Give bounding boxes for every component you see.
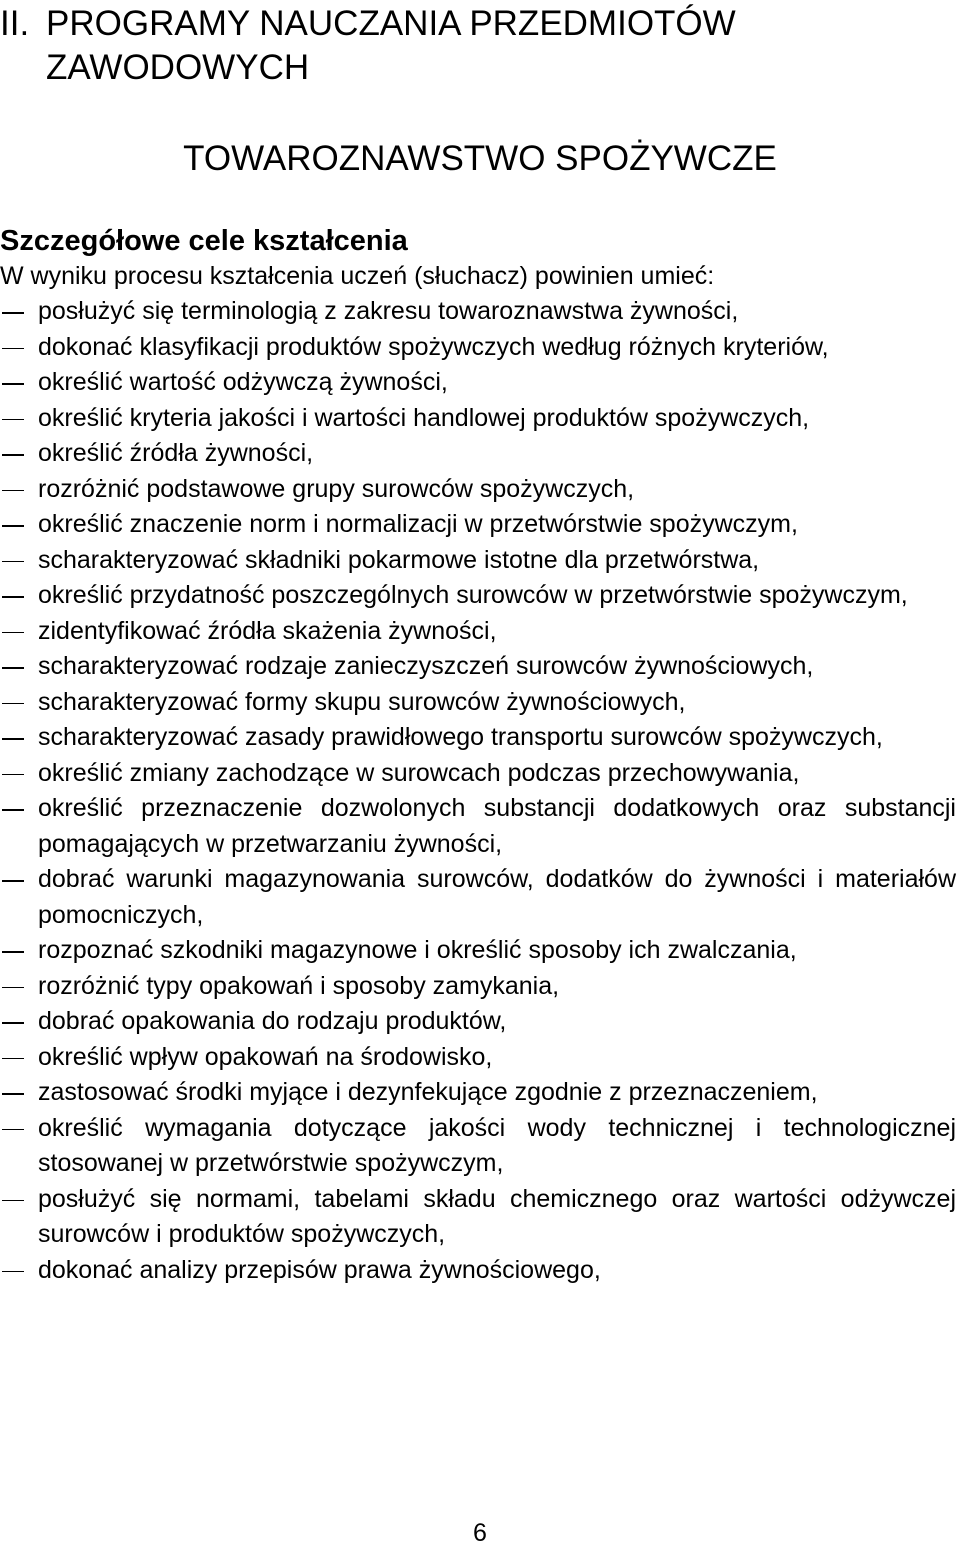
list-item-text: określić wymagania dotyczące jakości wody technicznej i technologicznej stosowanej w przetwórstwie spożywczym, bbox=[38, 1113, 956, 1177]
dash-bullet-icon bbox=[0, 791, 38, 827]
goals-list bbox=[0, 294, 956, 1288]
dash-bullet-icon bbox=[0, 649, 38, 685]
list-item-text: określić przydatność poszczególnych surowców w przetwórstwie spożywczym, bbox=[38, 581, 908, 609]
list-item bbox=[0, 543, 956, 579]
list-item bbox=[0, 1004, 956, 1040]
list-item-text: określić przeznaczenie dozwolonych substancji dodatkowych oraz substancji pomagających w przetwarzaniu żywności, bbox=[38, 794, 956, 858]
list-item-text: posłużyć się terminologią z zakresu towaroznawstwa żywności, bbox=[38, 297, 739, 325]
dash-bullet-icon bbox=[0, 330, 38, 366]
section-heading: Szczegółowe cele kształcenia bbox=[0, 225, 408, 257]
dash-bullet-icon bbox=[0, 862, 38, 898]
dash-bullet-icon bbox=[0, 578, 38, 614]
list-item bbox=[0, 969, 956, 1005]
dash-bullet-icon bbox=[0, 294, 38, 330]
list-item-text: rozróżnić typy opakowań i sposoby zamykania, bbox=[38, 971, 560, 1000]
dash-bullet-icon bbox=[0, 1075, 38, 1111]
list-item bbox=[0, 1075, 956, 1111]
list-item bbox=[0, 507, 956, 543]
list-item bbox=[0, 578, 956, 614]
page-number: 6 bbox=[473, 1519, 487, 1547]
dash-bullet-icon bbox=[0, 1182, 38, 1218]
dash-bullet-icon bbox=[0, 1040, 38, 1076]
subject-title: TOWAROZNAWSTWO SPOŻYWCZE bbox=[183, 139, 777, 178]
dash-bullet-icon bbox=[0, 543, 38, 579]
list-item-text: scharakteryzować składniki pokarmowe istotne dla przetwórstwa, bbox=[38, 545, 760, 574]
dash-bullet-icon bbox=[0, 401, 38, 437]
list-item-text: dobrać warunki magazynowania surowców, dodatków do żywności i materiałów pomocniczych, bbox=[38, 865, 956, 929]
list-item-text: posłużyć się normami, tabelami składu chemicznego oraz wartości odżywczej surowców i produktów spożywczych, bbox=[38, 1184, 956, 1248]
list-item-text: scharakteryzować zasady prawidłowego transportu surowców spożywczych, bbox=[38, 723, 883, 751]
list-item bbox=[0, 472, 956, 508]
list-item bbox=[0, 365, 956, 401]
list-item-text: określić znaczenie norm i normalizacji w przetwórstwie spożywczym, bbox=[38, 510, 798, 538]
dash-bullet-icon bbox=[0, 720, 38, 756]
dash-bullet-icon bbox=[0, 933, 38, 969]
chapter-title-text: PROGRAMY NAUCZANIA PRZEDMIOTÓW ZAWODOWYCH bbox=[46, 4, 736, 87]
list-item-text: scharakteryzować formy skupu surowców żywnościowych, bbox=[38, 687, 686, 716]
dash-bullet-icon bbox=[0, 614, 38, 650]
list-item bbox=[0, 330, 956, 366]
list-item-text: określić zmiany zachodzące w surowcach podczas przechowywania, bbox=[38, 758, 800, 787]
list-item bbox=[0, 294, 956, 330]
list-item-text: zidentyfikować źródła skażenia żywności, bbox=[38, 616, 497, 645]
dash-bullet-icon bbox=[0, 969, 38, 1005]
list-item-text: dokonać klasyfikacji produktów spożywczych według różnych kryteriów, bbox=[38, 332, 829, 361]
list-item bbox=[0, 614, 956, 650]
list-item bbox=[0, 720, 956, 756]
list-item bbox=[0, 401, 956, 437]
list-item-text: rozpoznać szkodniki magazynowe i określić sposoby ich zwalczania, bbox=[38, 936, 797, 964]
dash-bullet-icon bbox=[0, 756, 38, 792]
list-item bbox=[0, 1182, 956, 1253]
list-item bbox=[0, 685, 956, 721]
list-item-text: określić wartość odżywczą żywności, bbox=[38, 368, 448, 396]
list-item bbox=[0, 649, 956, 685]
list-item-text: określić źródła żywności, bbox=[38, 439, 314, 467]
list-item bbox=[0, 933, 956, 969]
list-item-text: rozróżnić podstawowe grupy surowców spożywczych, bbox=[38, 474, 635, 503]
list-item-text: określić kryteria jakości i wartości handlowej produktów spożywczych, bbox=[38, 403, 810, 432]
section-intro: W wyniku procesu kształcenia uczeń (słuchacz) powinien umieć: bbox=[0, 262, 715, 290]
list-item-text: określić wpływ opakowań na środowisko, bbox=[38, 1042, 493, 1071]
list-item bbox=[0, 1040, 956, 1076]
list-item bbox=[0, 1253, 956, 1289]
dash-bullet-icon bbox=[0, 365, 38, 401]
list-item-text: zastosować środki myjące i dezynfekujące zgodnie z przeznaczeniem, bbox=[38, 1078, 818, 1106]
dash-bullet-icon bbox=[0, 1111, 38, 1147]
list-item bbox=[0, 756, 956, 792]
chapter-title bbox=[0, 2, 920, 90]
dash-bullet-icon bbox=[0, 472, 38, 508]
dash-bullet-icon bbox=[0, 1004, 38, 1040]
list-item bbox=[0, 436, 956, 472]
dash-bullet-icon bbox=[0, 507, 38, 543]
chapter-number: II. bbox=[0, 4, 30, 43]
list-item bbox=[0, 1111, 956, 1182]
dash-bullet-icon bbox=[0, 1253, 38, 1289]
list-item bbox=[0, 862, 956, 933]
list-item bbox=[0, 791, 956, 862]
list-item-text: scharakteryzować rodzaje zanieczyszczeń surowców żywnościowych, bbox=[38, 652, 814, 680]
dash-bullet-icon bbox=[0, 436, 38, 472]
list-item-text: dobrać opakowania do rodzaju produktów, bbox=[38, 1007, 507, 1035]
list-item-text: dokonać analizy przepisów prawa żywnościowego, bbox=[38, 1255, 601, 1284]
dash-bullet-icon bbox=[0, 685, 38, 721]
